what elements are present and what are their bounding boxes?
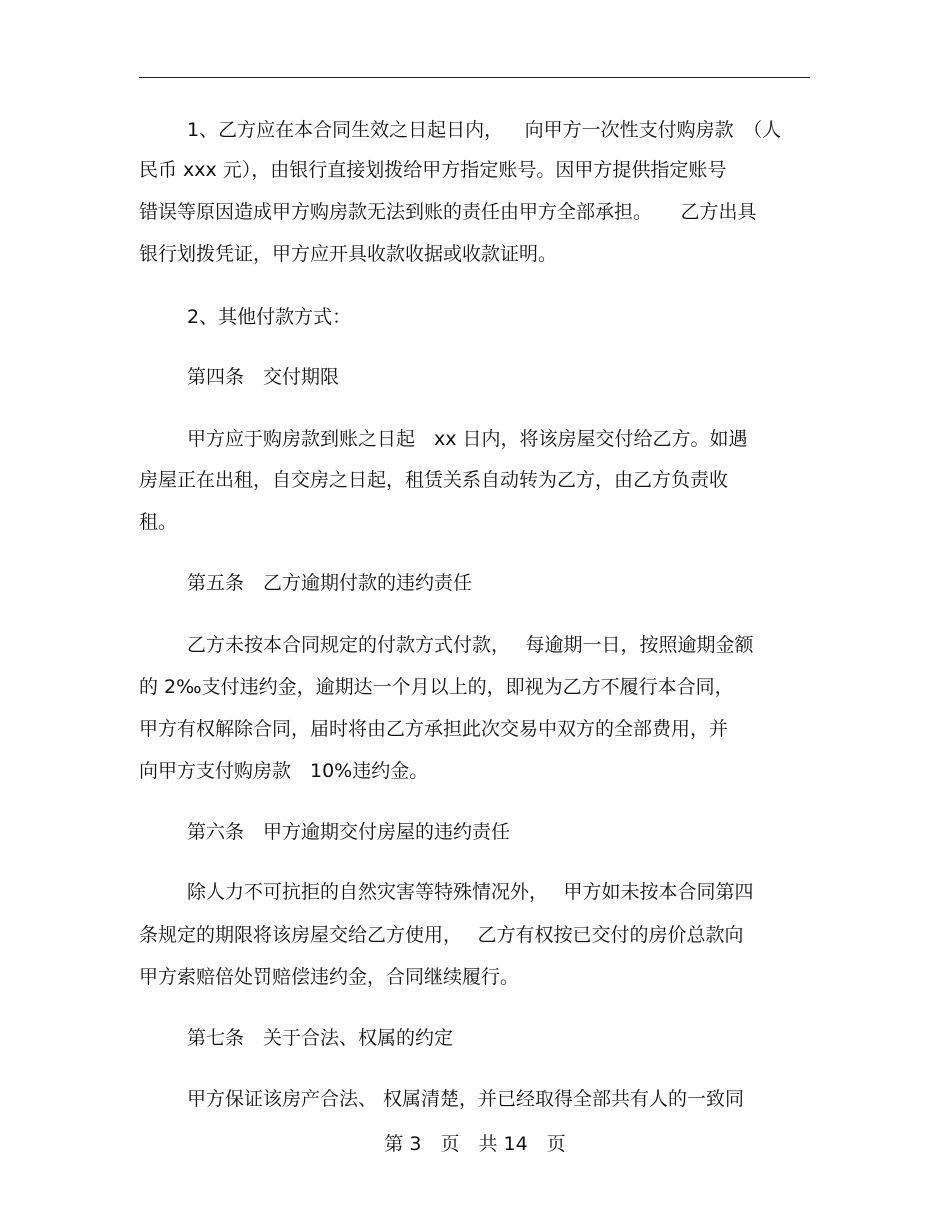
paragraph-line: 甲方索赔倍处罚赔偿违约金，合同继续履行。 [139,966,520,988]
header-rule [139,77,810,78]
page-number: 第 3 页 共 14 页 [384,1133,566,1155]
article-heading: 第四条 交付期限 [187,366,340,388]
article-heading: 第六条 甲方逾期交付房屋的违约责任 [187,821,511,843]
paragraph-line: 2、其他付款方式： [187,306,352,328]
paragraph-line: 1、乙方应在本合同生效之日起日内， 向甲方一次性支付购房款 （人 [187,119,782,141]
paragraph-line: 银行划拨凭证，甲方应开具收款收据或收款证明。 [139,243,558,265]
paragraph-line: 乙方未按本合同规定的付款方式付款， 每逾期一日，按照逾期金额 [187,634,754,656]
paragraph-line: 甲方保证该房产合法、 权属清楚，并已经取得全部共有人的一致同 [187,1088,745,1110]
paragraph-line: 房屋正在出租，自交房之日起，租赁关系自动转为乙方，由乙方负责收 [139,469,729,491]
paragraph-line: 错误等原因造成甲方购房款无法到账的责任由甲方全部承担。 乙方出具 [139,201,757,223]
article-heading: 第七条 关于合法、权属的约定 [187,1027,454,1049]
paragraph-line: 甲方应于购房款到账之日起 xx 日内，将该房屋交付给乙方。如遇 [187,428,748,450]
article-heading: 第五条 乙方逾期付款的违约责任 [187,572,473,594]
paragraph-line: 民币 xxx 元），由银行直接划拨给甲方指定账号。因甲方提供指定账号 [139,159,727,181]
paragraph-line: 除人力不可抗拒的自然灾害等特殊情况外， 甲方如未按本合同第四 [187,881,754,903]
paragraph-line: 租。 [139,511,178,533]
paragraph-line: 的 2‰支付违约金，逾期达一个月以上的，即视为乙方不履行本合同， [139,676,734,698]
paragraph-line: 甲方有权解除合同，届时将由乙方承担此次交易中双方的全部费用，并 [139,718,729,740]
paragraph-line: 向甲方支付购房款 10%违约金。 [139,760,429,782]
paragraph-line: 条规定的期限将该房屋交给乙方使用， 乙方有权按已交付的房价总款向 [139,924,744,946]
